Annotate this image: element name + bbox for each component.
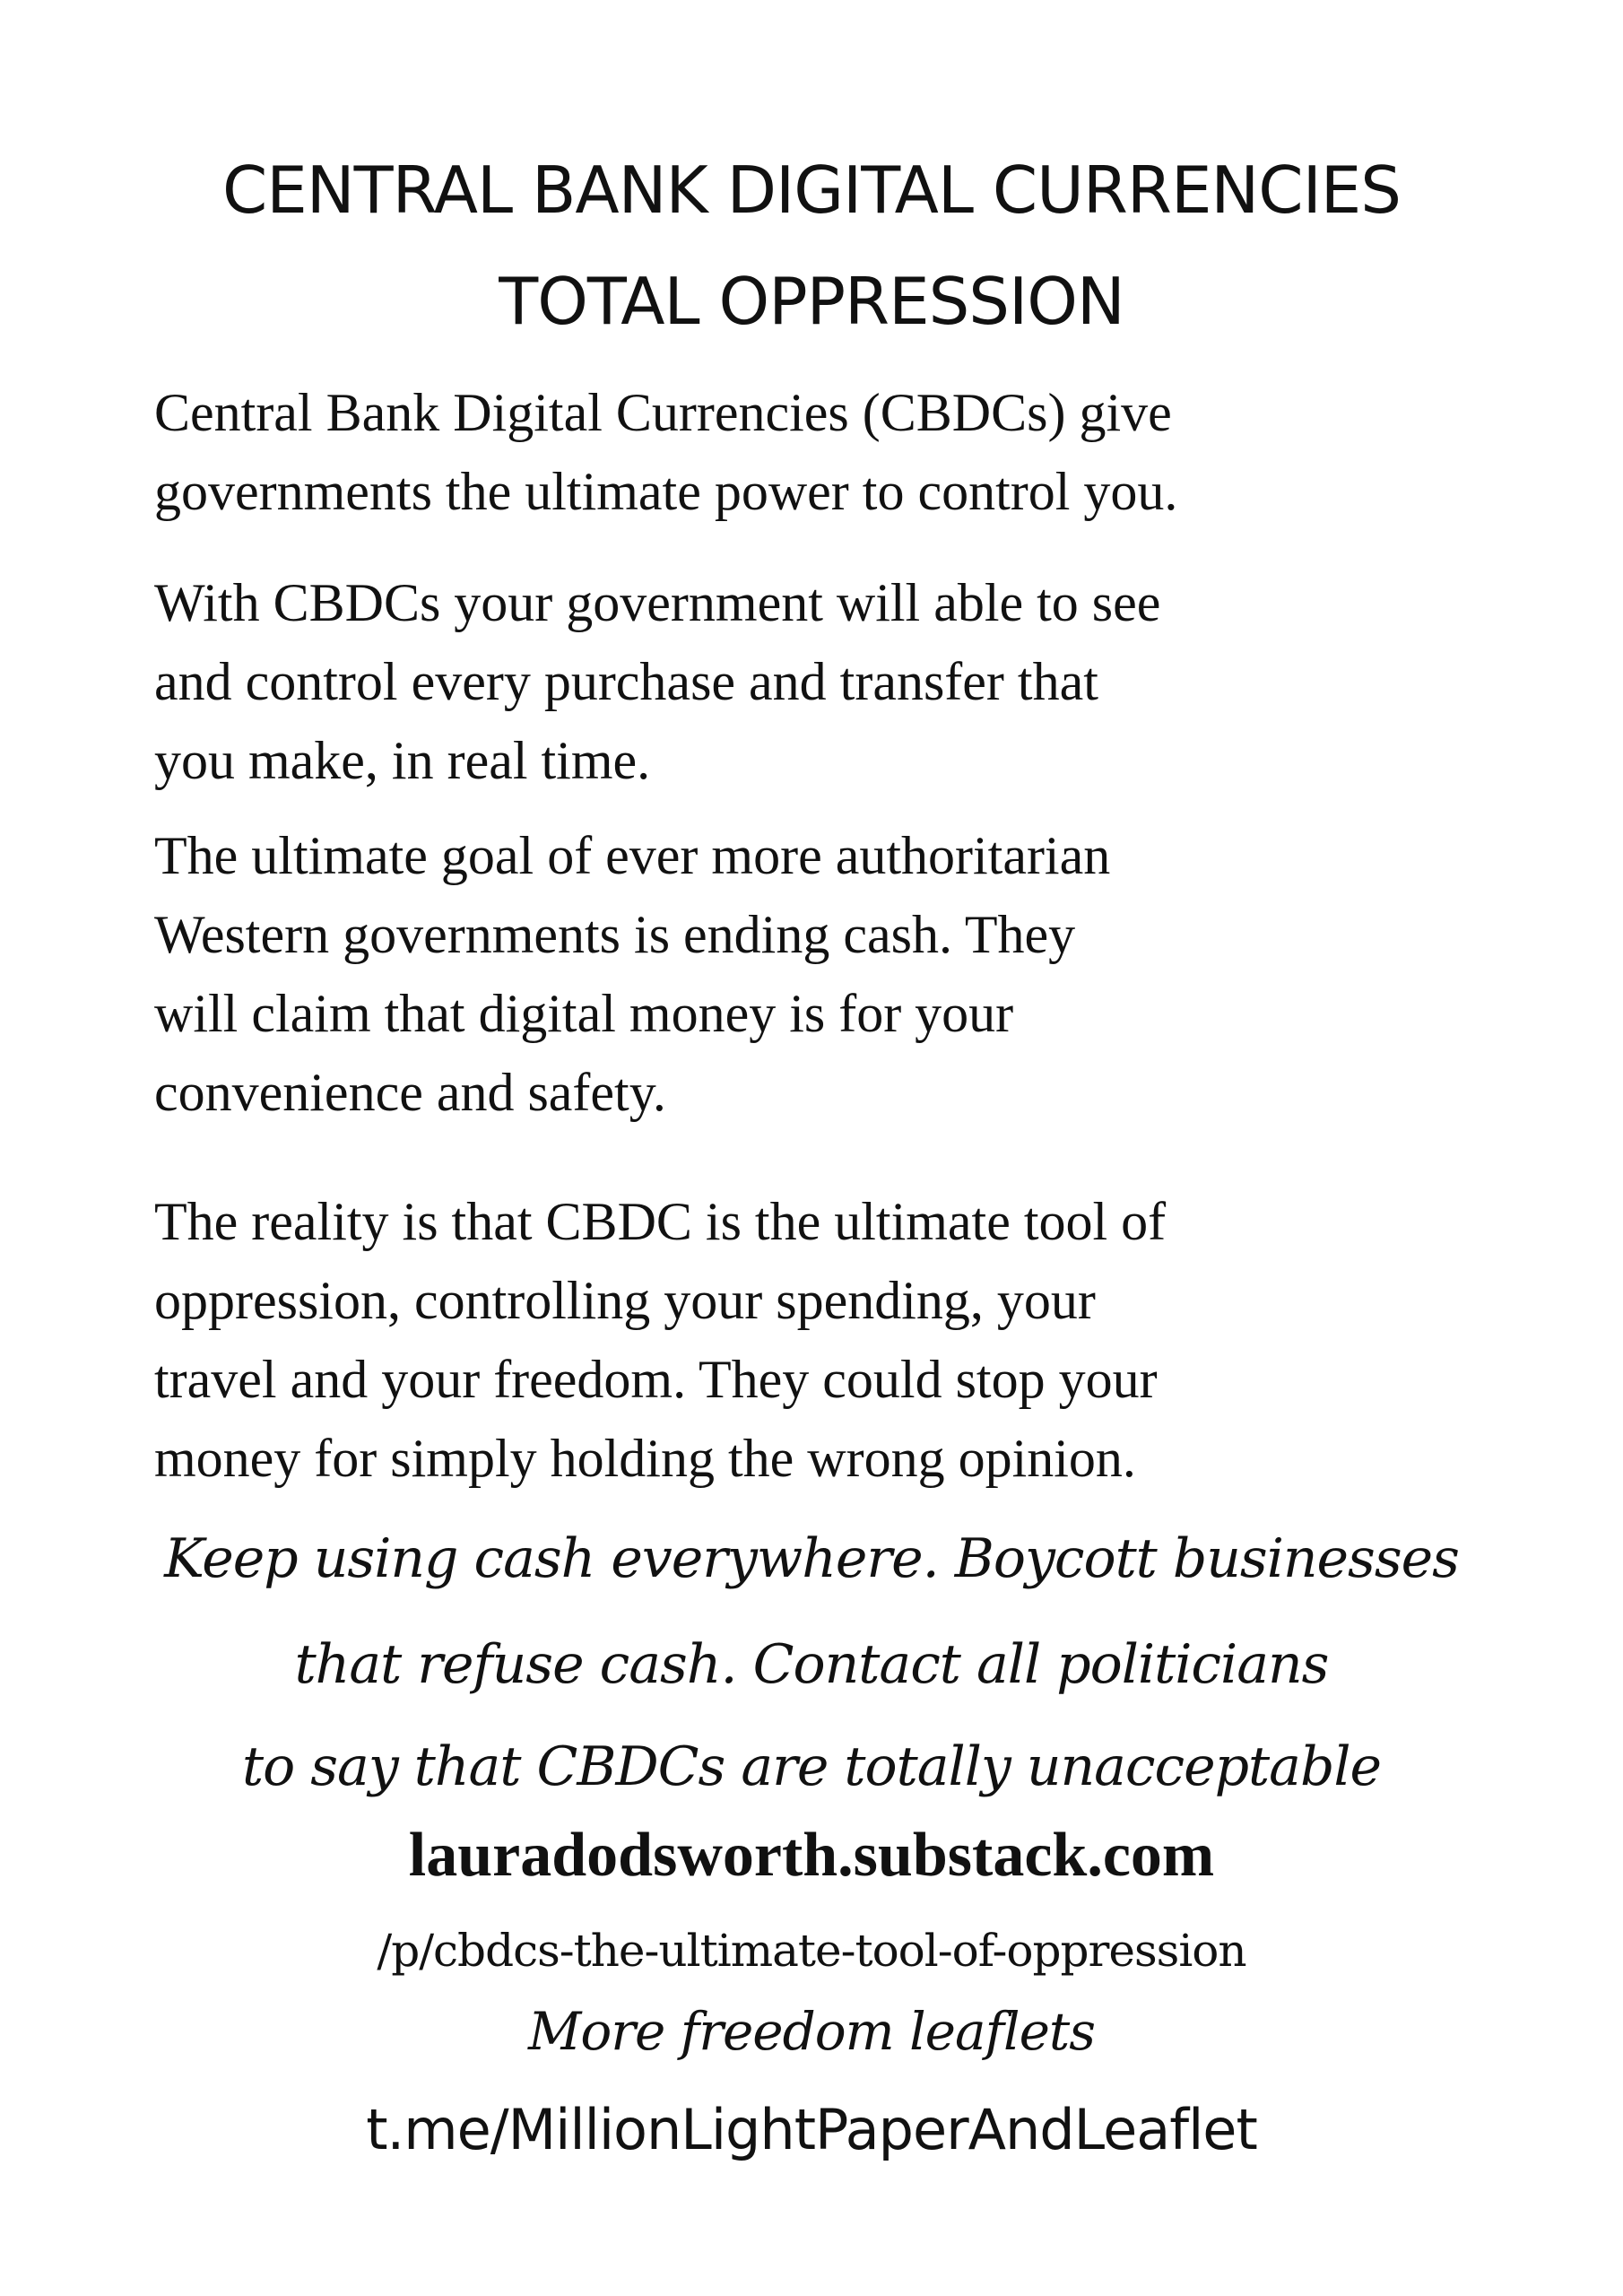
title-line-2: TOTAL OPPRESSION bbox=[499, 264, 1124, 339]
paragraph-line: travel and your freedom. They could stop your bbox=[154, 1350, 1158, 1409]
paragraph-line: With CBDCs your government will able to see bbox=[154, 573, 1161, 632]
paragraph-line: will claim that digital money is for your bbox=[154, 984, 1014, 1043]
paragraph-line: The ultimate goal of ever more authoritarian bbox=[154, 826, 1111, 885]
paragraph-line: oppression, controlling your spending, your bbox=[154, 1271, 1096, 1330]
paragraph-line: Central Bank Digital Currencies (CBDCs) give bbox=[154, 383, 1172, 442]
more-leaflets-label: More freedom leaflets bbox=[528, 2001, 1095, 2062]
paragraph-reality bbox=[154, 1182, 1553, 1498]
call-to-action-line-2: that refuse cash. Contact all politicians bbox=[294, 1633, 1329, 1696]
paragraph-line: money for simply holding the wrong opinion. bbox=[154, 1429, 1136, 1488]
source-path: /p/cbdcs-the-ultimate-tool-of-oppression bbox=[377, 1925, 1246, 1977]
paragraph-surveillance bbox=[154, 563, 1553, 800]
call-to-action-line-3: to say that CBDCs are totally unacceptable bbox=[241, 1735, 1382, 1798]
paragraph-ending-cash bbox=[154, 816, 1553, 1132]
paragraph-line: Western governments is ending cash. They bbox=[154, 905, 1076, 964]
paragraph-intro bbox=[154, 373, 1553, 531]
source-site: lauradodsworth.substack.com bbox=[408, 1821, 1215, 1890]
paragraph-line: you make, in real time. bbox=[154, 731, 651, 790]
call-to-action-line-1: Keep using cash everywhere. Boycott businesses bbox=[164, 1527, 1459, 1590]
paragraph-line: The reality is that CBDC is the ultimate tool of bbox=[154, 1192, 1167, 1251]
title-line-1: CENTRAL BANK DIGITAL CURRENCIES bbox=[221, 152, 1401, 228]
paragraph-line: governments the ultimate power to control you. bbox=[154, 462, 1178, 521]
paragraph-line: convenience and safety. bbox=[154, 1063, 666, 1122]
paragraph-line: and control every purchase and transfer that bbox=[154, 652, 1098, 711]
telegram-link: t.me/MillionLightPaperAndLeaflet bbox=[366, 2097, 1257, 2162]
